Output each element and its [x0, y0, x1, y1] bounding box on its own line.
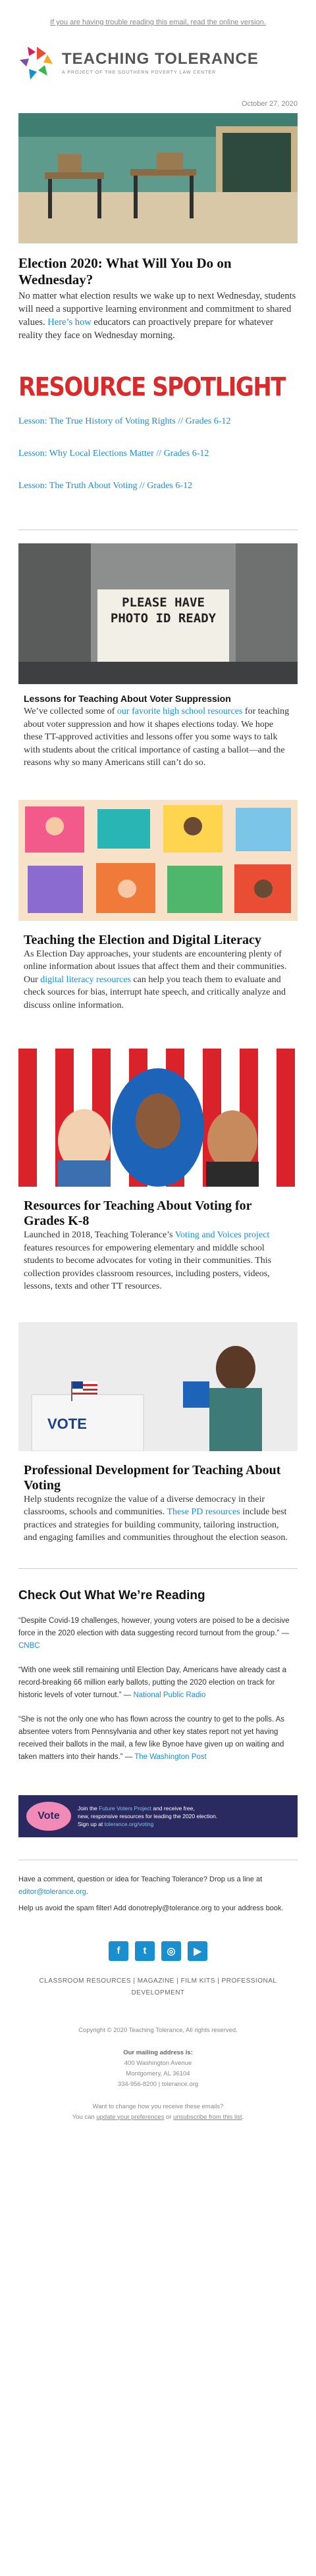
news-quote: “Despite Covid-19 challenges, however, young voters are poised to be a decisive force in the 2020 election with data suggesting record turnout from the group.” — CNBC [18, 1616, 290, 1650]
vote-sign-text: VOTE [47, 1415, 87, 1432]
story-professional-development [0, 1322, 316, 1545]
story-voting-k8 [0, 1049, 316, 1293]
spam-filter-note: Help us avoid the spam filter! Add donotreply@tolerance.org to your address book. [18, 1904, 284, 1912]
address-line: 400 Washington Avenue [124, 2059, 192, 2067]
preferences-question: Want to change how you receive these emails? [92, 2102, 224, 2110]
voting-students-illustration[interactable] [18, 1049, 298, 1187]
update-preferences-link[interactable]: update your preferences [96, 2113, 165, 2121]
story4-title[interactable]: Professional Development for Teaching About Voting [24, 1462, 281, 1493]
story4-body: Help students recognize the value of a diverse democracy in their classrooms, schools and communities. These PD resources include best practices and strategies for building community, tailoring instruction, and engaging families and communities throughout the election season. [24, 1494, 288, 1543]
digital-literacy-illustration[interactable] [18, 800, 298, 921]
address-line: 334-956-8200 | tolerance.org [117, 2080, 199, 2088]
story1-body: We’ve collected some of our favorite high school resources for teaching about voter suppression and how it shapes elections today. We hope these TT-approved activities and lessons offer you some ways to talk with students about the critical importance of casting a ballot—and the reasons why so many Americans still can’t do so. [24, 706, 290, 768]
photo-id-sign-text: PLEASE HAVE PHOTO ID READY [110, 595, 217, 626]
story1-title[interactable]: Lessons for Teaching About Voter Suppression [24, 693, 231, 704]
story1-link[interactable]: our favorite high school resources [117, 706, 243, 716]
logo[interactable] [0, 36, 316, 86]
story-voter-suppression [0, 543, 316, 770]
unsubscribe-link[interactable]: unsubscribe from this list [173, 2113, 242, 2121]
future-voters-banner[interactable] [18, 1795, 298, 1837]
news-quote: “She is not the only one who has flown across the country to get to the polls. As absentee voters from Pennsylvania and other key states report not yet having received their ballots in the mail, a few like Bynoe have given up on waiting and taken matters into their hands.” — The Washington Post [18, 1715, 285, 1761]
preferences-line: You can update your preferences or unsubscribe from this list. [72, 2113, 244, 2121]
reading-section-title: Check Out What We’re Reading [18, 1588, 205, 1602]
logo-subtitle: A PROJECT OF THE SOUTHERN POVERTY LAW CENTER [62, 70, 217, 75]
news-quote: “With one week still remaining until Election Day, Americans have already cast a record-breaking 66 million early ballots, putting the 2020 election on track for historic levels of voter turnout.” — National Public Radio [18, 1666, 286, 1699]
story2-title[interactable]: Teaching the Election and Digital Literacy [24, 932, 261, 947]
logo-title: TEACHING TOLERANCE [62, 50, 259, 68]
lesson-list [0, 405, 316, 502]
feature-link[interactable]: Here’s how [47, 317, 92, 328]
footer-link-film-kits[interactable]: FILM KITS [180, 1977, 215, 1985]
story3-body: Launched in 2018, Teaching Tolerance’s Voting and Voices project features resources for empowering elementary and middle school students to become advocates for voting in their communities. This collection provides classroom resources, including posters, videos, lessons, texts and other TT resources. [24, 1230, 272, 1291]
classroom-hero-image[interactable] [18, 113, 298, 243]
mailing-address-label: Our mailing address is: [123, 2048, 193, 2056]
contact-info [0, 1873, 316, 1915]
vote-badge-icon: Vote [26, 1802, 71, 1831]
story-digital-literacy [0, 800, 316, 1012]
issue-date: October 27, 2020 [241, 100, 298, 108]
future-voters-link[interactable]: Future Voters Project [99, 1804, 151, 1812]
news-source-link[interactable]: The Washington Post [134, 1752, 207, 1761]
voting-signup-link[interactable]: tolerance.org/voting [104, 1820, 154, 1827]
twitter-icon[interactable]: t [135, 1941, 155, 1961]
story2-link[interactable]: digital literacy resources [40, 974, 131, 985]
feature-body: No matter what election results we wake up to next Wednesday, students will need a supportive learning environment and commitment to shared values. Here’s how educators can proactively prepare for whatever reality they face on Wednesday morning. [18, 291, 296, 341]
story4-link[interactable]: These PD resources [167, 1507, 240, 1517]
banner-text: Join the Future Voters Project and receive free, new, responsive resources for leading the 2020 election. Sign up at tolerance.org/voting [78, 1804, 218, 1827]
resource-spotlight-title: RESOURCE SPOTLIGHT [18, 372, 285, 403]
news-source-link[interactable]: CNBC [18, 1641, 40, 1650]
editor-email-link[interactable]: editor@tolerance.org [18, 1887, 86, 1896]
lesson-link-local-elections[interactable]: Lesson: Why Local Elections Matter // Grades 6-12 [18, 449, 209, 458]
photo-id-sign-image[interactable] [18, 543, 298, 684]
teaching-tolerance-logo-icon [18, 44, 55, 81]
voting-booth-image[interactable] [18, 1322, 298, 1451]
online-version-link[interactable]: If you are having trouble reading this email, read the online version. [50, 18, 266, 26]
social-links [0, 1941, 316, 1961]
feature-title[interactable]: Election 2020: What Will You Do on Wednesday? [18, 255, 232, 287]
online-version-notice[interactable] [0, 0, 316, 36]
copyright: Copyright © 2020 Teaching Tolerance, All rights reserved. [78, 2026, 238, 2034]
contact-line: Have a comment, question or idea for Teaching Tolerance? Drop us a line at editor@tolerance.org. [18, 1875, 263, 1896]
footer-link-professional-development[interactable]: PROFESSIONAL DEVELOPMENT [131, 1977, 277, 1996]
facebook-icon[interactable]: f [109, 1941, 128, 1961]
footer-link-classroom-resources[interactable]: CLASSROOM RESOURCES [39, 1977, 132, 1985]
story3-title[interactable]: Resources for Teaching About Voting for Grades K-8 [24, 1199, 252, 1228]
story3-link[interactable]: Voting and Voices project [174, 1230, 270, 1240]
lesson-link-truth-about-voting[interactable]: Lesson: The Truth About Voting // Grades 6-12 [18, 481, 193, 491]
section-divider [18, 1568, 298, 1569]
footer-link-magazine[interactable]: MAGAZINE [137, 1977, 174, 1985]
instagram-icon[interactable]: ◎ [161, 1941, 181, 1961]
story2-body: As Election Day approaches, your students are encountering plenty of online information about issues that affect them and their communities. Our digital literacy resources can help you teach them to evaluate and check sources for bias, interrupt hate speech, and critically analyze and discuss online information. [24, 949, 287, 1010]
news-source-link[interactable]: National Public Radio [133, 1691, 206, 1699]
address-line: Montgomery, AL 36104 [126, 2069, 190, 2077]
youtube-icon[interactable]: ▶ [188, 1941, 207, 1961]
news-quotes [0, 1615, 316, 1764]
lesson-link-voting-rights[interactable]: Lesson: The True History of Voting Rights // Grades 6-12 [18, 416, 231, 426]
footer-nav: CLASSROOM RESOURCES | MAGAZINE | FILM KITS | PROFESSIONAL DEVELOPMENT [39, 1977, 277, 1996]
feature-article [0, 255, 316, 342]
